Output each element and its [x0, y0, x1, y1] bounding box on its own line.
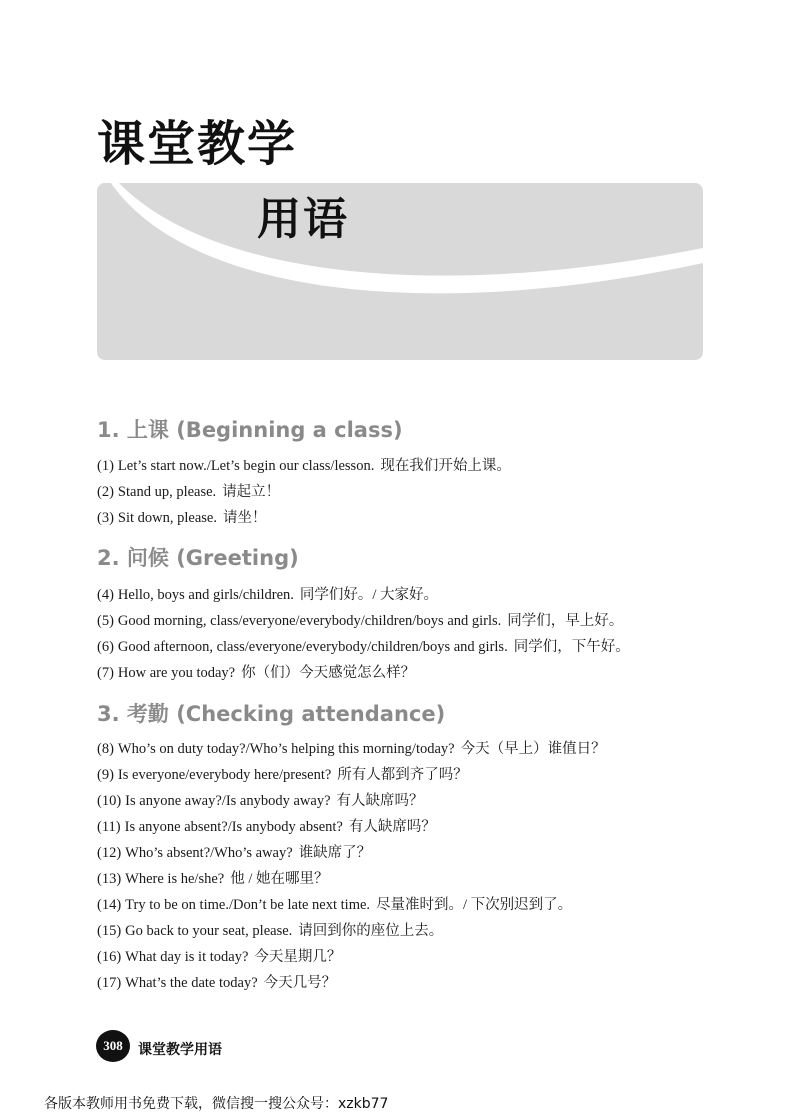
item-english: Stand up, please.	[117, 484, 217, 500]
watermark-text: 各版本教师用书免费下载，微信搜一搜公众号：xzkb77	[44, 1096, 389, 1112]
item-number: (15)	[97, 923, 122, 939]
list-item	[97, 976, 336, 991]
list-item	[97, 898, 572, 913]
title-banner	[97, 183, 703, 360]
item-chinese: 同学们好。/ 大家好。	[299, 587, 439, 603]
item-english: What’s the date today?	[125, 975, 258, 991]
item-chinese: 同学们，早上好。	[507, 613, 624, 629]
item-number: (2)	[97, 484, 114, 500]
item-chinese: 所有人都到齐了吗？	[337, 767, 468, 783]
item-chinese: 有人缺席吗？	[348, 819, 436, 835]
banner-swoosh	[97, 183, 703, 360]
item-number: (9)	[97, 767, 114, 783]
item-number: (6)	[97, 639, 114, 655]
item-chinese: 有人缺席吗？	[336, 793, 424, 809]
list-item	[97, 459, 511, 474]
item-number: (10)	[97, 793, 122, 809]
item-english: Is anyone away?/Is anybody away?	[125, 793, 331, 809]
item-english: How are you today?	[117, 665, 236, 681]
list-item	[97, 846, 371, 861]
item-number: (4)	[97, 587, 114, 603]
item-chinese: 同学们，下午好。	[513, 639, 630, 655]
section-heading-attendance: 3. 考勤 (Checking attendance)	[97, 702, 446, 726]
item-english: Who’s on duty today?/Who’s helping this morning/today?	[117, 741, 455, 757]
running-title: 课堂教学用语	[138, 1042, 222, 1058]
section-heading-beginning: 1. 上课 (Beginning a class)	[97, 418, 403, 442]
item-english: Go back to your seat, please.	[125, 923, 293, 939]
list-item	[97, 924, 443, 939]
page-number-badge	[96, 1030, 130, 1062]
item-english: Good afternoon, class/everyone/everybody/children/boys and girls.	[117, 639, 508, 655]
list-item	[97, 588, 438, 603]
item-chinese: 请起立！	[222, 484, 281, 500]
item-number: (8)	[97, 741, 114, 757]
item-chinese: 他 / 她在哪里？	[230, 871, 329, 887]
item-chinese: 今天几号？	[263, 975, 337, 991]
section-heading-greeting: 2. 问候 (Greeting)	[97, 546, 299, 570]
item-chinese: 谁缺席了？	[298, 845, 372, 861]
list-item	[97, 794, 424, 809]
item-english: Who’s absent?/Who’s away?	[125, 845, 293, 861]
item-english: What day is it today?	[125, 949, 249, 965]
list-item	[97, 614, 623, 629]
item-number: (7)	[97, 665, 114, 681]
list-item	[97, 485, 280, 500]
item-english: Hello, boys and girls/children.	[117, 587, 294, 603]
list-item	[97, 742, 606, 757]
page-title-line2: 用语	[257, 194, 349, 245]
page-title-line1: 课堂教学	[97, 116, 298, 172]
item-english: Good morning, class/everyone/everybody/children/boys and girls.	[117, 613, 502, 629]
list-item	[97, 666, 415, 681]
item-chinese: 尽量准时到。/ 下次别迟到了。	[376, 897, 573, 913]
list-item	[97, 768, 468, 783]
list-item	[97, 872, 329, 887]
item-english: Sit down, please.	[117, 510, 217, 526]
list-item	[97, 820, 436, 835]
item-chinese: 现在我们开始上课。	[380, 458, 511, 474]
item-chinese: 今天星期几？	[254, 949, 342, 965]
item-english: Try to be on time./Don’t be late next time.	[125, 897, 371, 913]
item-number: (14)	[97, 897, 122, 913]
item-number: (5)	[97, 613, 114, 629]
item-number: (3)	[97, 510, 114, 526]
item-number: (13)	[97, 871, 122, 887]
item-english: Is anyone absent?/Is anybody absent?	[124, 819, 343, 835]
item-english: Where is he/she?	[125, 871, 225, 887]
item-chinese: 请回到你的座位上去。	[298, 923, 444, 939]
item-number: (16)	[97, 949, 122, 965]
item-number: (11)	[97, 819, 121, 835]
page-number: 308	[103, 1038, 123, 1053]
item-chinese: 今天（早上）谁值日？	[460, 741, 606, 757]
item-number: (17)	[97, 975, 122, 991]
list-item	[97, 640, 630, 655]
item-chinese: 你（们）今天感觉怎么样？	[241, 665, 416, 681]
item-english: Let’s start now./Let’s begin our class/lesson.	[117, 458, 375, 474]
item-number: (1)	[97, 458, 114, 474]
item-chinese: 请坐！	[223, 510, 267, 526]
item-english: Is everyone/everybody here/present?	[117, 767, 332, 783]
list-item	[97, 511, 267, 526]
list-item	[97, 950, 341, 965]
item-number: (12)	[97, 845, 122, 861]
